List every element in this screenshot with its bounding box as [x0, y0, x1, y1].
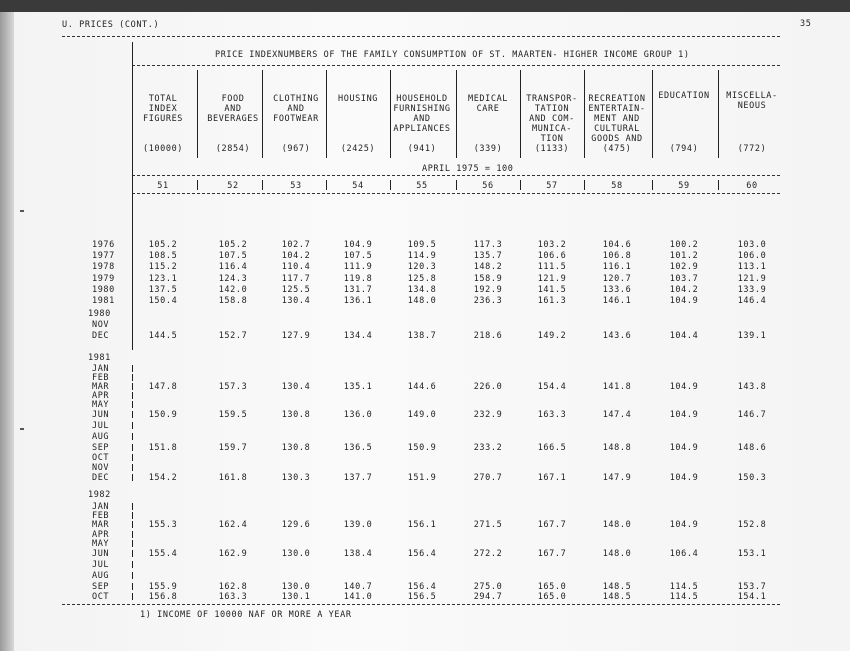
table-cell: 146.4	[737, 296, 767, 306]
stub-rule	[132, 474, 133, 481]
row-label: 1976	[92, 240, 115, 250]
table-cell: 103.7	[669, 274, 699, 284]
table-cell: 270.7	[473, 473, 503, 483]
table-cell: 236.3	[473, 296, 503, 306]
column-weight: (2854)	[215, 144, 251, 154]
table-cell: 149.2	[537, 331, 567, 341]
table-cell: 125.5	[281, 285, 311, 295]
table-cell: 106.8	[602, 251, 632, 261]
row-label: MAR	[92, 382, 110, 392]
table-cell: 162.4	[218, 520, 248, 530]
table-cell: 127.9	[281, 331, 311, 341]
column-header: HOUSING	[337, 94, 379, 104]
table-cell: 120.7	[602, 274, 632, 284]
column-code: 51	[157, 181, 169, 191]
table-cell: 104.9	[669, 473, 699, 483]
column-rule	[584, 70, 585, 158]
table-cell: 159.5	[218, 410, 248, 420]
table-cell: 146.7	[737, 410, 767, 420]
table-cell: 155.4	[148, 549, 178, 559]
table-cell: 148.5	[602, 592, 632, 602]
table-cell: 226.0	[473, 382, 503, 392]
column-rule	[718, 180, 719, 190]
row-label: MAR	[92, 520, 110, 530]
table-cell: 151.9	[407, 473, 437, 483]
column-rule	[390, 180, 391, 190]
column-weight: (339)	[473, 144, 503, 154]
table-cell: 156.4	[407, 582, 437, 592]
table-cell: 161.8	[218, 473, 248, 483]
column-rule	[197, 180, 198, 190]
period-heading: 1982	[88, 490, 111, 500]
column-header: TOTAL INDEX FIGURES	[142, 94, 184, 124]
period-heading: 1981	[88, 353, 111, 363]
table-cell: 135.1	[343, 382, 373, 392]
column-code: 57	[546, 181, 558, 191]
table-cell: 104.6	[602, 240, 632, 250]
column-code: 59	[678, 181, 690, 191]
table-cell: 192.9	[473, 285, 503, 295]
scan-left-edge	[0, 12, 14, 651]
table-cell: 156.5	[407, 592, 437, 602]
table-cell: 140.7	[343, 582, 373, 592]
divider	[132, 193, 780, 194]
table-cell: 136.0	[343, 410, 373, 420]
row-label: FEB	[92, 511, 110, 521]
stub-rule	[132, 365, 133, 372]
stub-rule	[132, 401, 133, 408]
stub-rule	[132, 550, 133, 557]
table-cell: 133.9	[737, 285, 767, 295]
stub-rule	[132, 392, 133, 399]
row-label: JUL	[92, 560, 110, 570]
table-cell: 130.3	[281, 473, 311, 483]
divider	[62, 604, 780, 605]
base-note: APRIL 1975 = 100	[422, 164, 514, 174]
row-label: SEP	[92, 582, 110, 592]
column-weight: (10000)	[142, 144, 184, 154]
stub-rule	[132, 321, 133, 328]
stub-rule	[132, 42, 133, 350]
column-rule	[326, 70, 327, 158]
table-cell: 103.2	[537, 240, 567, 250]
table-cell: 116.1	[602, 262, 632, 272]
table-cell: 136.1	[343, 296, 373, 306]
table-cell: 104.9	[343, 240, 373, 250]
stub-rule	[132, 593, 133, 600]
stub-rule	[132, 531, 133, 538]
column-rule	[520, 70, 521, 158]
stub-rule	[132, 583, 133, 590]
table-cell: 130.4	[281, 296, 311, 306]
table-cell: 157.3	[218, 382, 248, 392]
column-header: EDUCATION	[658, 91, 710, 101]
column-rule	[326, 180, 327, 190]
table-cell: 114.5	[669, 592, 699, 602]
divider	[132, 65, 780, 66]
table-cell: 135.7	[473, 251, 503, 261]
stub-rule	[132, 561, 133, 568]
table-cell: 150.4	[148, 296, 178, 306]
stub-rule	[132, 454, 133, 461]
table-cell: 106.0	[737, 251, 767, 261]
table-cell: 100.2	[669, 240, 699, 250]
column-rule	[197, 70, 198, 158]
column-rule	[262, 70, 263, 158]
table-cell: 272.2	[473, 549, 503, 559]
stub-rule	[132, 540, 133, 547]
stub-rule	[132, 464, 133, 471]
row-label: OCT	[92, 592, 110, 602]
table-cell: 155.3	[148, 520, 178, 530]
table-cell: 155.9	[148, 582, 178, 592]
row-label: NOV	[92, 463, 110, 473]
table-cell: 137.5	[148, 285, 178, 295]
table-cell: 102.9	[669, 262, 699, 272]
table-cell: 143.6	[602, 331, 632, 341]
column-rule	[390, 70, 391, 158]
period-heading: 1980	[88, 309, 111, 319]
table-cell: 150.9	[407, 443, 437, 453]
row-label: JUL	[92, 421, 110, 431]
table-cell: 148.2	[473, 262, 503, 272]
table-cell: 294.7	[473, 592, 503, 602]
stub-rule	[132, 512, 133, 519]
table-cell: 101.2	[669, 251, 699, 261]
table-cell: 153.7	[737, 582, 767, 592]
table-cell: 139.1	[737, 331, 767, 341]
column-rule	[456, 70, 457, 158]
table-cell: 151.8	[148, 443, 178, 453]
row-label: APR	[92, 391, 110, 401]
table-cell: 166.5	[537, 443, 567, 453]
table-cell: 117.3	[473, 240, 503, 250]
row-label: 1978	[92, 262, 115, 272]
table-cell: 150.9	[148, 410, 178, 420]
table-cell: 111.9	[343, 262, 373, 272]
table-cell: 104.9	[669, 296, 699, 306]
column-rule	[520, 180, 521, 190]
table-cell: 138.4	[343, 549, 373, 559]
table-cell: 271.5	[473, 520, 503, 530]
table-cell: 106.4	[669, 549, 699, 559]
table-cell: 163.3	[537, 410, 567, 420]
table-cell: 114.5	[669, 582, 699, 592]
stub-rule	[132, 572, 133, 579]
table-cell: 167.7	[537, 549, 567, 559]
column-code: 52	[227, 181, 239, 191]
column-rule	[456, 180, 457, 190]
table-cell: 138.7	[407, 331, 437, 341]
row-label: 1977	[92, 251, 115, 261]
table-cell: 275.0	[473, 582, 503, 592]
table-cell: 104.9	[669, 443, 699, 453]
table-cell: 104.9	[669, 410, 699, 420]
binding-mark	[20, 428, 24, 430]
table-cell: 136.5	[343, 443, 373, 453]
table-cell: 147.8	[148, 382, 178, 392]
table-cell: 147.9	[602, 473, 632, 483]
column-header: TRANSPOR- TATION AND COM- MUNICA- TION	[526, 94, 578, 144]
table-cell: 154.1	[737, 592, 767, 602]
column-rule	[262, 180, 263, 190]
column-weight: (1133)	[534, 144, 570, 154]
table-cell: 106.6	[537, 251, 567, 261]
column-header: HOUSEHOLD FURNISHING AND APPLIANCES	[393, 94, 451, 134]
table-cell: 107.5	[218, 251, 248, 261]
table-cell: 161.3	[537, 296, 567, 306]
column-header: FOOD AND BEVERAGES	[207, 94, 259, 124]
binding-mark	[20, 210, 24, 212]
table-cell: 148.5	[602, 582, 632, 592]
table-cell: 103.0	[737, 240, 767, 250]
table-cell: 154.4	[537, 382, 567, 392]
table-cell: 154.2	[148, 473, 178, 483]
table-cell: 104.4	[669, 331, 699, 341]
table-cell: 130.0	[281, 582, 311, 592]
table-cell: 144.6	[407, 382, 437, 392]
stub-rule	[132, 444, 133, 451]
table-cell: 131.7	[343, 285, 373, 295]
table-cell: 153.1	[737, 549, 767, 559]
table-cell: 148.0	[602, 520, 632, 530]
column-code: 58	[611, 181, 623, 191]
stub-rule	[132, 503, 133, 510]
stub-rule	[132, 374, 133, 381]
row-label: JUN	[92, 549, 110, 559]
table-cell: 134.4	[343, 331, 373, 341]
table-cell: 156.8	[148, 592, 178, 602]
table-cell: 115.2	[148, 262, 178, 272]
table-cell: 141.8	[602, 382, 632, 392]
table-cell: 144.5	[148, 331, 178, 341]
stub-rule	[132, 411, 133, 418]
table-cell: 163.3	[218, 592, 248, 602]
row-label: NOV	[92, 320, 110, 330]
table-cell: 139.0	[343, 520, 373, 530]
table-cell: 116.4	[218, 262, 248, 272]
table-cell: 148.0	[407, 296, 437, 306]
table-cell: 162.8	[218, 582, 248, 592]
stub-rule	[132, 521, 133, 528]
table-cell: 104.2	[669, 285, 699, 295]
column-rule	[584, 180, 585, 190]
stub-rule	[132, 332, 133, 339]
table-cell: 104.9	[669, 382, 699, 392]
table-cell: 120.3	[407, 262, 437, 272]
table-cell: 232.9	[473, 410, 503, 420]
table-cell: 165.0	[537, 592, 567, 602]
table-cell: 152.8	[737, 520, 767, 530]
table-cell: 141.5	[537, 285, 567, 295]
table-cell: 108.5	[148, 251, 178, 261]
column-code: 55	[416, 181, 428, 191]
row-label: MAY	[92, 539, 110, 549]
row-label: JAN	[92, 502, 110, 512]
column-weight: (794)	[669, 144, 699, 154]
table-cell: 111.5	[537, 262, 567, 272]
table-cell: 105.2	[148, 240, 178, 250]
table-cell: 149.0	[407, 410, 437, 420]
table-cell: 152.7	[218, 331, 248, 341]
table-cell: 159.7	[218, 443, 248, 453]
row-label: FEB	[92, 373, 110, 383]
stub-rule	[132, 433, 133, 440]
table-cell: 158.8	[218, 296, 248, 306]
column-weight: (475)	[602, 144, 632, 154]
table-cell: 109.5	[407, 240, 437, 250]
table-cell: 121.9	[737, 274, 767, 284]
table-cell: 137.7	[343, 473, 373, 483]
column-code: 54	[352, 181, 364, 191]
table-cell: 110.4	[281, 262, 311, 272]
column-weight: (772)	[737, 144, 767, 154]
table-cell: 121.9	[537, 274, 567, 284]
table-cell: 142.0	[218, 285, 248, 295]
table-cell: 167.1	[537, 473, 567, 483]
table-cell: 119.8	[343, 274, 373, 284]
divider	[132, 175, 780, 176]
table-cell: 130.1	[281, 592, 311, 602]
column-weight: (2425)	[340, 144, 376, 154]
table-cell: 107.5	[343, 251, 373, 261]
table-cell: 102.7	[281, 240, 311, 250]
table-cell: 233.2	[473, 443, 503, 453]
table-cell: 130.8	[281, 410, 311, 420]
row-label: 1981	[92, 296, 115, 306]
table-cell: 165.0	[537, 582, 567, 592]
table-cell: 148.8	[602, 443, 632, 453]
table-cell: 123.1	[148, 274, 178, 284]
table-cell: 105.2	[218, 240, 248, 250]
row-label: DEC	[92, 331, 110, 341]
table-title: PRICE INDEXNUMBERS OF THE FAMILY CONSUMPTION OF ST. MAARTEN- HIGHER INCOME GROUP 1)	[215, 50, 690, 60]
row-label: AUG	[92, 571, 110, 581]
table-cell: 143.8	[737, 382, 767, 392]
table-cell: 104.2	[281, 251, 311, 261]
table-cell: 156.4	[407, 549, 437, 559]
table-cell: 141.0	[343, 592, 373, 602]
row-label: AUG	[92, 432, 110, 442]
row-label: OCT	[92, 453, 110, 463]
column-rule	[652, 180, 653, 190]
table-cell: 134.8	[407, 285, 437, 295]
table-cell: 147.4	[602, 410, 632, 420]
table-cell: 133.6	[602, 285, 632, 295]
table-cell: 146.1	[602, 296, 632, 306]
table-cell: 148.6	[737, 443, 767, 453]
column-header: RECREATION ENTERTAIN- MENT AND CULTURAL GOODS AND	[588, 94, 646, 144]
row-label: MAY	[92, 400, 110, 410]
column-code: 56	[482, 181, 494, 191]
column-header: MEDICAL CARE	[467, 94, 509, 114]
row-label: 1980	[92, 285, 115, 295]
table-cell: 158.9	[473, 274, 503, 284]
table-cell: 125.8	[407, 274, 437, 284]
row-label: DEC	[92, 473, 110, 483]
column-header: CLOTHING AND FOOTWEAR	[273, 94, 319, 124]
table-cell: 218.6	[473, 331, 503, 341]
row-label: SEP	[92, 443, 110, 453]
table-cell: 148.0	[602, 549, 632, 559]
column-weight: (941)	[407, 144, 437, 154]
stub-rule	[132, 422, 133, 429]
table-cell: 150.3	[737, 473, 767, 483]
page-number: 35	[800, 19, 812, 29]
section-title: U. PRICES (CONT.)	[62, 20, 160, 30]
table-cell: 117.7	[281, 274, 311, 284]
table-cell: 130.0	[281, 549, 311, 559]
table-cell: 113.1	[737, 262, 767, 272]
table-cell: 104.9	[669, 520, 699, 530]
stub-rule	[132, 383, 133, 390]
column-weight: (967)	[281, 144, 311, 154]
column-code: 53	[290, 181, 302, 191]
table-cell: 162.9	[218, 549, 248, 559]
row-label: JAN	[92, 364, 110, 374]
table-cell: 129.6	[281, 520, 311, 530]
column-rule	[652, 70, 653, 158]
table-cell: 156.1	[407, 520, 437, 530]
table-cell: 114.9	[407, 251, 437, 261]
column-rule	[718, 70, 719, 158]
table-cell: 167.7	[537, 520, 567, 530]
row-label: JUN	[92, 410, 110, 420]
row-label: 1979	[92, 274, 115, 284]
column-header: MISCELLA- NEOUS	[726, 91, 778, 111]
column-code: 60	[746, 181, 758, 191]
footnote: 1) INCOME OF 10000 NAF OR MORE A YEAR	[140, 610, 352, 620]
table-cell: 124.3	[218, 274, 248, 284]
table-cell: 130.4	[281, 382, 311, 392]
divider	[62, 36, 780, 37]
table-cell: 130.8	[281, 443, 311, 453]
row-label: APR	[92, 530, 110, 540]
